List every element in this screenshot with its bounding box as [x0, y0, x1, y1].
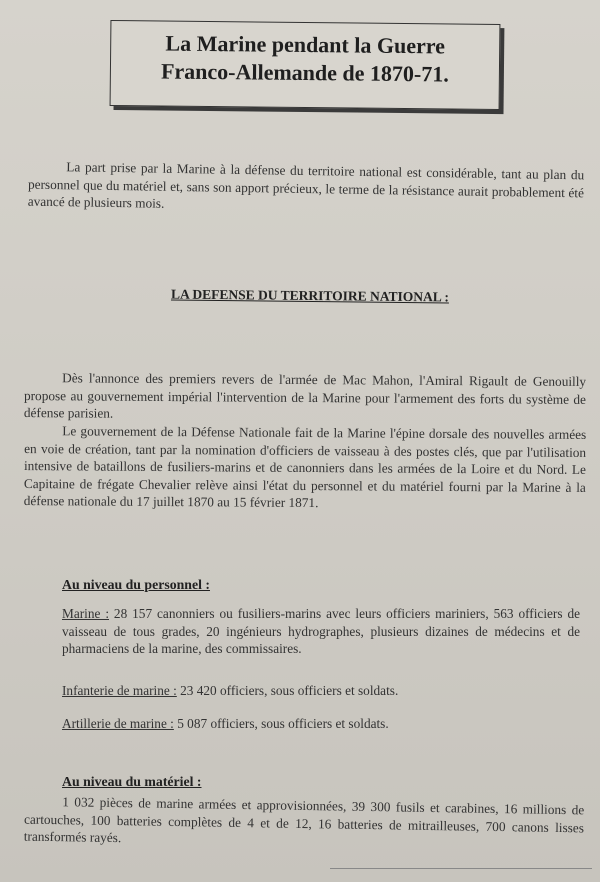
materiel-heading: Au niveau du matériel : — [62, 774, 202, 789]
artillerie-label: Artillerie de marine : — [62, 716, 174, 731]
bottom-rule — [330, 868, 592, 869]
infanterie-text: 23 420 officiers, sous officiers et soldats. — [176, 683, 399, 698]
marine-entry — [62, 605, 580, 658]
materiel-paragraph: 1 032 pièces de marine armées et approvisionnées, 39 300 fusils et carabines, 16 millions de cartouches, 100 batteries complètes de 4 et de 12, 16 batteries de mitrailleuses, 700 canons lisses transformés rayés. — [23, 794, 585, 846]
marine-text: 28 157 canonniers ou fusiliers-marins avec leurs officiers mariniers, 563 officiers de vaisseau de tous grades, 20 ingénieurs hydrographes, plusieurs dizaines de médecins et de pharmaciens de la marine, des commissaires. — [62, 606, 580, 656]
artillerie-text: 5 087 officiers, sous officiers et soldats. — [173, 716, 389, 731]
artillerie-entry — [62, 715, 580, 733]
paragraph-1: Dès l'annonce des premiers revers de l'armée de Mac Mahon, l'Amiral Rigault de Genouilly propose au gouvernement impérial l'intervention de la Marine pour l'armement des forts du système de défense parisien. — [23, 370, 587, 421]
intro-paragraph: La part prise par la Marine à la défense du territoire national est considérable, tant au plan du personnel que du matériel et, sans son apport précieux, le terme de la résistance aurait probablement été avancé de plusieurs mois. — [27, 159, 585, 211]
infanterie-label: Infanterie de marine : — [62, 683, 177, 698]
section-heading: LA DEFENSE DU TERRITOIRE NATIONAL : — [170, 286, 450, 305]
marine-label: Marine : — [62, 606, 110, 621]
personnel-heading: Au niveau du personnel : — [62, 577, 210, 592]
infanterie-entry — [62, 682, 580, 700]
paragraph-2: Le gouvernement de la Défense Nationale fait de la Marine l'épine dorsale des nouvelles armées en voie de création, tant par la nomination d'officiers de vaisseau à des postes clés, que par l'utilisation intensive de bataillons de fusiliers-marins et de canonniers dans les armées de la Loire et du Nord. Le Capitaine de frégate Chevalier relève ainsi l'état du personnel et du matériel fourni par la Marine à la défense nationale du 17 juillet 1870 au 15 février 1871. — [23, 423, 587, 511]
title-line-1: La Marine pendant la Guerre — [165, 30, 446, 59]
title-line-2: Franco-Allemande de 1870-71. — [160, 58, 449, 87]
title-box — [110, 20, 501, 110]
